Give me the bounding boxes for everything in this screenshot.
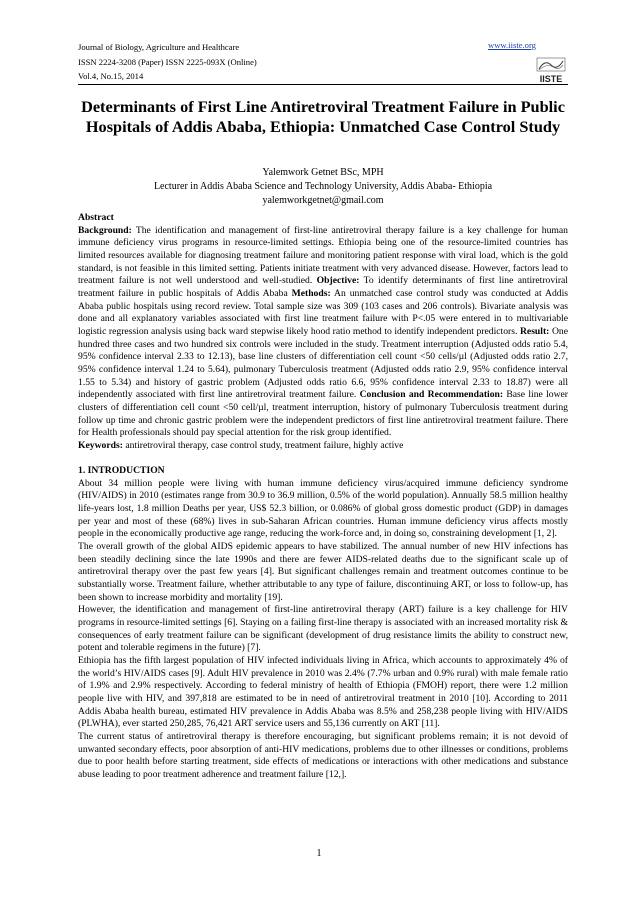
author-email: yalemworkgetnet@gmail.com	[262, 195, 384, 207]
intro-paragraph-1: About 34 million people were living with human immune deficiency virus/acquired immune deficiency syndrome (HIV/AIDS) in 2010 (estimates range from 30.9 to 36.9 million, 0.5% of the world population). Annually 58.5 million healthy life-years lost, 1.8 million Deaths per year, US$ 52.3 billion, or 0.086% of global gross domestic product (GDP) in damages per year and most of these (68%) lives in sub-Saharan African countries. Human immune deficiency virus affects mostly people in the economically productive age range, reducing the work-force and, in doing so, constraining development [1, 2].	[78, 477, 568, 540]
paper-title: Determinants of First Line Antiretroviral Treatment Failure in Public Hospitals of Addis Ababa, Ethiopia: Unmatched Case Control Study	[81, 97, 565, 136]
author-block	[78, 166, 568, 208]
intro-paragraph-5: The current status of antiretroviral therapy is therefore encouraging, but significant problems remain; it is not devoid of unwanted secondary effects, poor absorption of anti-HIV medications, problems due to other illnesses or conditions, problems due to poor health before starting treatment, side effects of medications or interactions with other medications and substance abuse leading to poor treatment adherence and treatment failure [12,].	[78, 730, 568, 780]
website-link[interactable]: www.iiste.org	[488, 40, 536, 50]
journal-name: Journal of Biology, Agriculture and Healthcare	[78, 42, 240, 52]
intro-paragraph-3: However, the identification and management of first-line antiretroviral therapy (ART) failure is a key challenge for HIV programs in resource-limited settings [6]. Staying on a failing first-line therapy is associated with an increased mortality risk & consequences of early treatment failure can be significant (development of drug resistance limits the ability to construct new, potent and tolerable regimens in the future) [7].	[78, 604, 568, 654]
objective-label: Objective:	[316, 275, 360, 287]
abstract-heading: Abstract	[78, 212, 114, 223]
issn-line: ISSN 2224-3208 (Paper) ISSN 2225-093X (Online)	[78, 56, 257, 67]
abstract-text	[78, 225, 568, 440]
journal-header	[78, 40, 257, 84]
intro-paragraph-2: The overall growth of the global AIDS epidemic appears to have stabilized. The annual number of new HIV infections has been steadily declining since the late 1990s and there are fewer AIDS-related deaths due to the significant scale up of antiretroviral therapy over the past few years [4]. But significant challenges remain and treatment outcomes continue to be substantially worse. Treatment failure, whether attributable to any type of failure, discontinuing ART, or loss to follow-up, has been shown to increase morbidity and mortality [19].	[78, 541, 568, 603]
conclusion-label: Conclusion and Recommendation:	[359, 389, 504, 401]
result-text: One hundred three cases and two hundred six controls were included in the study. Treatment interruption (Adjusted odds ratio 5.4, 95% confidence interval 2.33 to 12.13), base line clusters of differentiation cell count <50 cells/µl (Adjusted odds ratio 2.7, 95% confidence interval 1.24 to 5.64), pulmonary Tuberculosis treatment (Adjusted odds ratio 2.9, 95% confidence interval 1.55 to 5.34) and history of gastric problem (Adjusted odds ratio 6.6, 95% confidence interval 2.33 to 18.87) were all independently associated with first line antiretroviral treatment failure.	[78, 325, 568, 401]
page-number: 1	[316, 848, 322, 859]
methods-label: Methods:	[291, 287, 331, 299]
background-text: The identification and management of first-line antiretroviral therapy failure is a key challenge for human immune deficiency virus programs in resource-limited settings. Ethiopia being one of the resource-limited countries has limited resources available for diagnosing treatment failure and monitoring patient response with viral load, which is the gold standard, is not feasible in this limited setting. Patients initiate treatment with very advanced disease. However, factors lead to treatment failure is not well understood and well-studied.	[78, 224, 568, 287]
background-label: Background:	[78, 224, 132, 236]
paper-body	[78, 212, 568, 781]
keywords-text: antiretroviral therapy, case control study, treatment failure, highly active	[122, 439, 404, 451]
author-affiliation: Lecturer in Addis Ababa Science and Technology University, Addis Ababa- Ethiopia	[153, 181, 493, 193]
logo-text: IISTE	[539, 74, 563, 84]
header-rule	[78, 84, 568, 85]
keywords-label: Keywords:	[78, 439, 123, 451]
introduction-heading: 1. INTRODUCTION	[78, 465, 165, 477]
author-name: Yalemwork Getnet BSc, MPH	[262, 167, 384, 178]
objective-text: To identify determinants of first line antiretroviral treatment failure in public hospitals of Addis Ababa	[78, 275, 568, 299]
iiste-logo	[535, 57, 567, 84]
keywords-line	[78, 440, 568, 453]
result-label: Result:	[519, 325, 550, 337]
intro-paragraph-4: Ethiopia has the fifth largest population of HIV infected individuals living in Africa, which accounts to approximately 4% of the world’s HIV/AIDS cases [9]. Adult HIV prevalence in 2010 was 2.4% (7.7% urban and 0.9% rural) with male female ratio of 1.9% and 2.9% respectively. According to federal ministry of health of Ethiopia (FMOH) report, there were 1.2 million people live with HIV, and 397,818 are estimated to be in need of antiretroviral treatment in 2010 [10]. According to 2011 Addis Ababa health bureau, estimated HIV prevalence in Addis Ababa was 8.5% and 258,238 people living with HIV/AIDS (PLWHA), ever started 250,285, 76,421 ART service users and 55,136 currently on ART [11].	[78, 654, 568, 730]
methods-text: An unmatched case control study was conducted at Addis Ababa public hospitals using record review. Total sample size was 309 (103 cases and 206 controls). Bivariate analysis was done and all explanatory variables associated with first line treatment failure with P<.05 were entered in to multivariable logistic regression analysis using back ward stepwise likely hood ratio method to identify independent predictors.	[78, 287, 568, 337]
conclusion-text: Base line lower clusters of differentiation cell count <50 cell/µl, treatment interruption, history of pulmonary Tuberculosis treatment during follow up time and chronic gastric problem were the independent predictors of first line antiretroviral treatment failure. There for Health professionals should pay special attention for the risk group identified.	[78, 389, 569, 439]
volume-line: Vol.4, No.15, 2014	[78, 71, 144, 82]
